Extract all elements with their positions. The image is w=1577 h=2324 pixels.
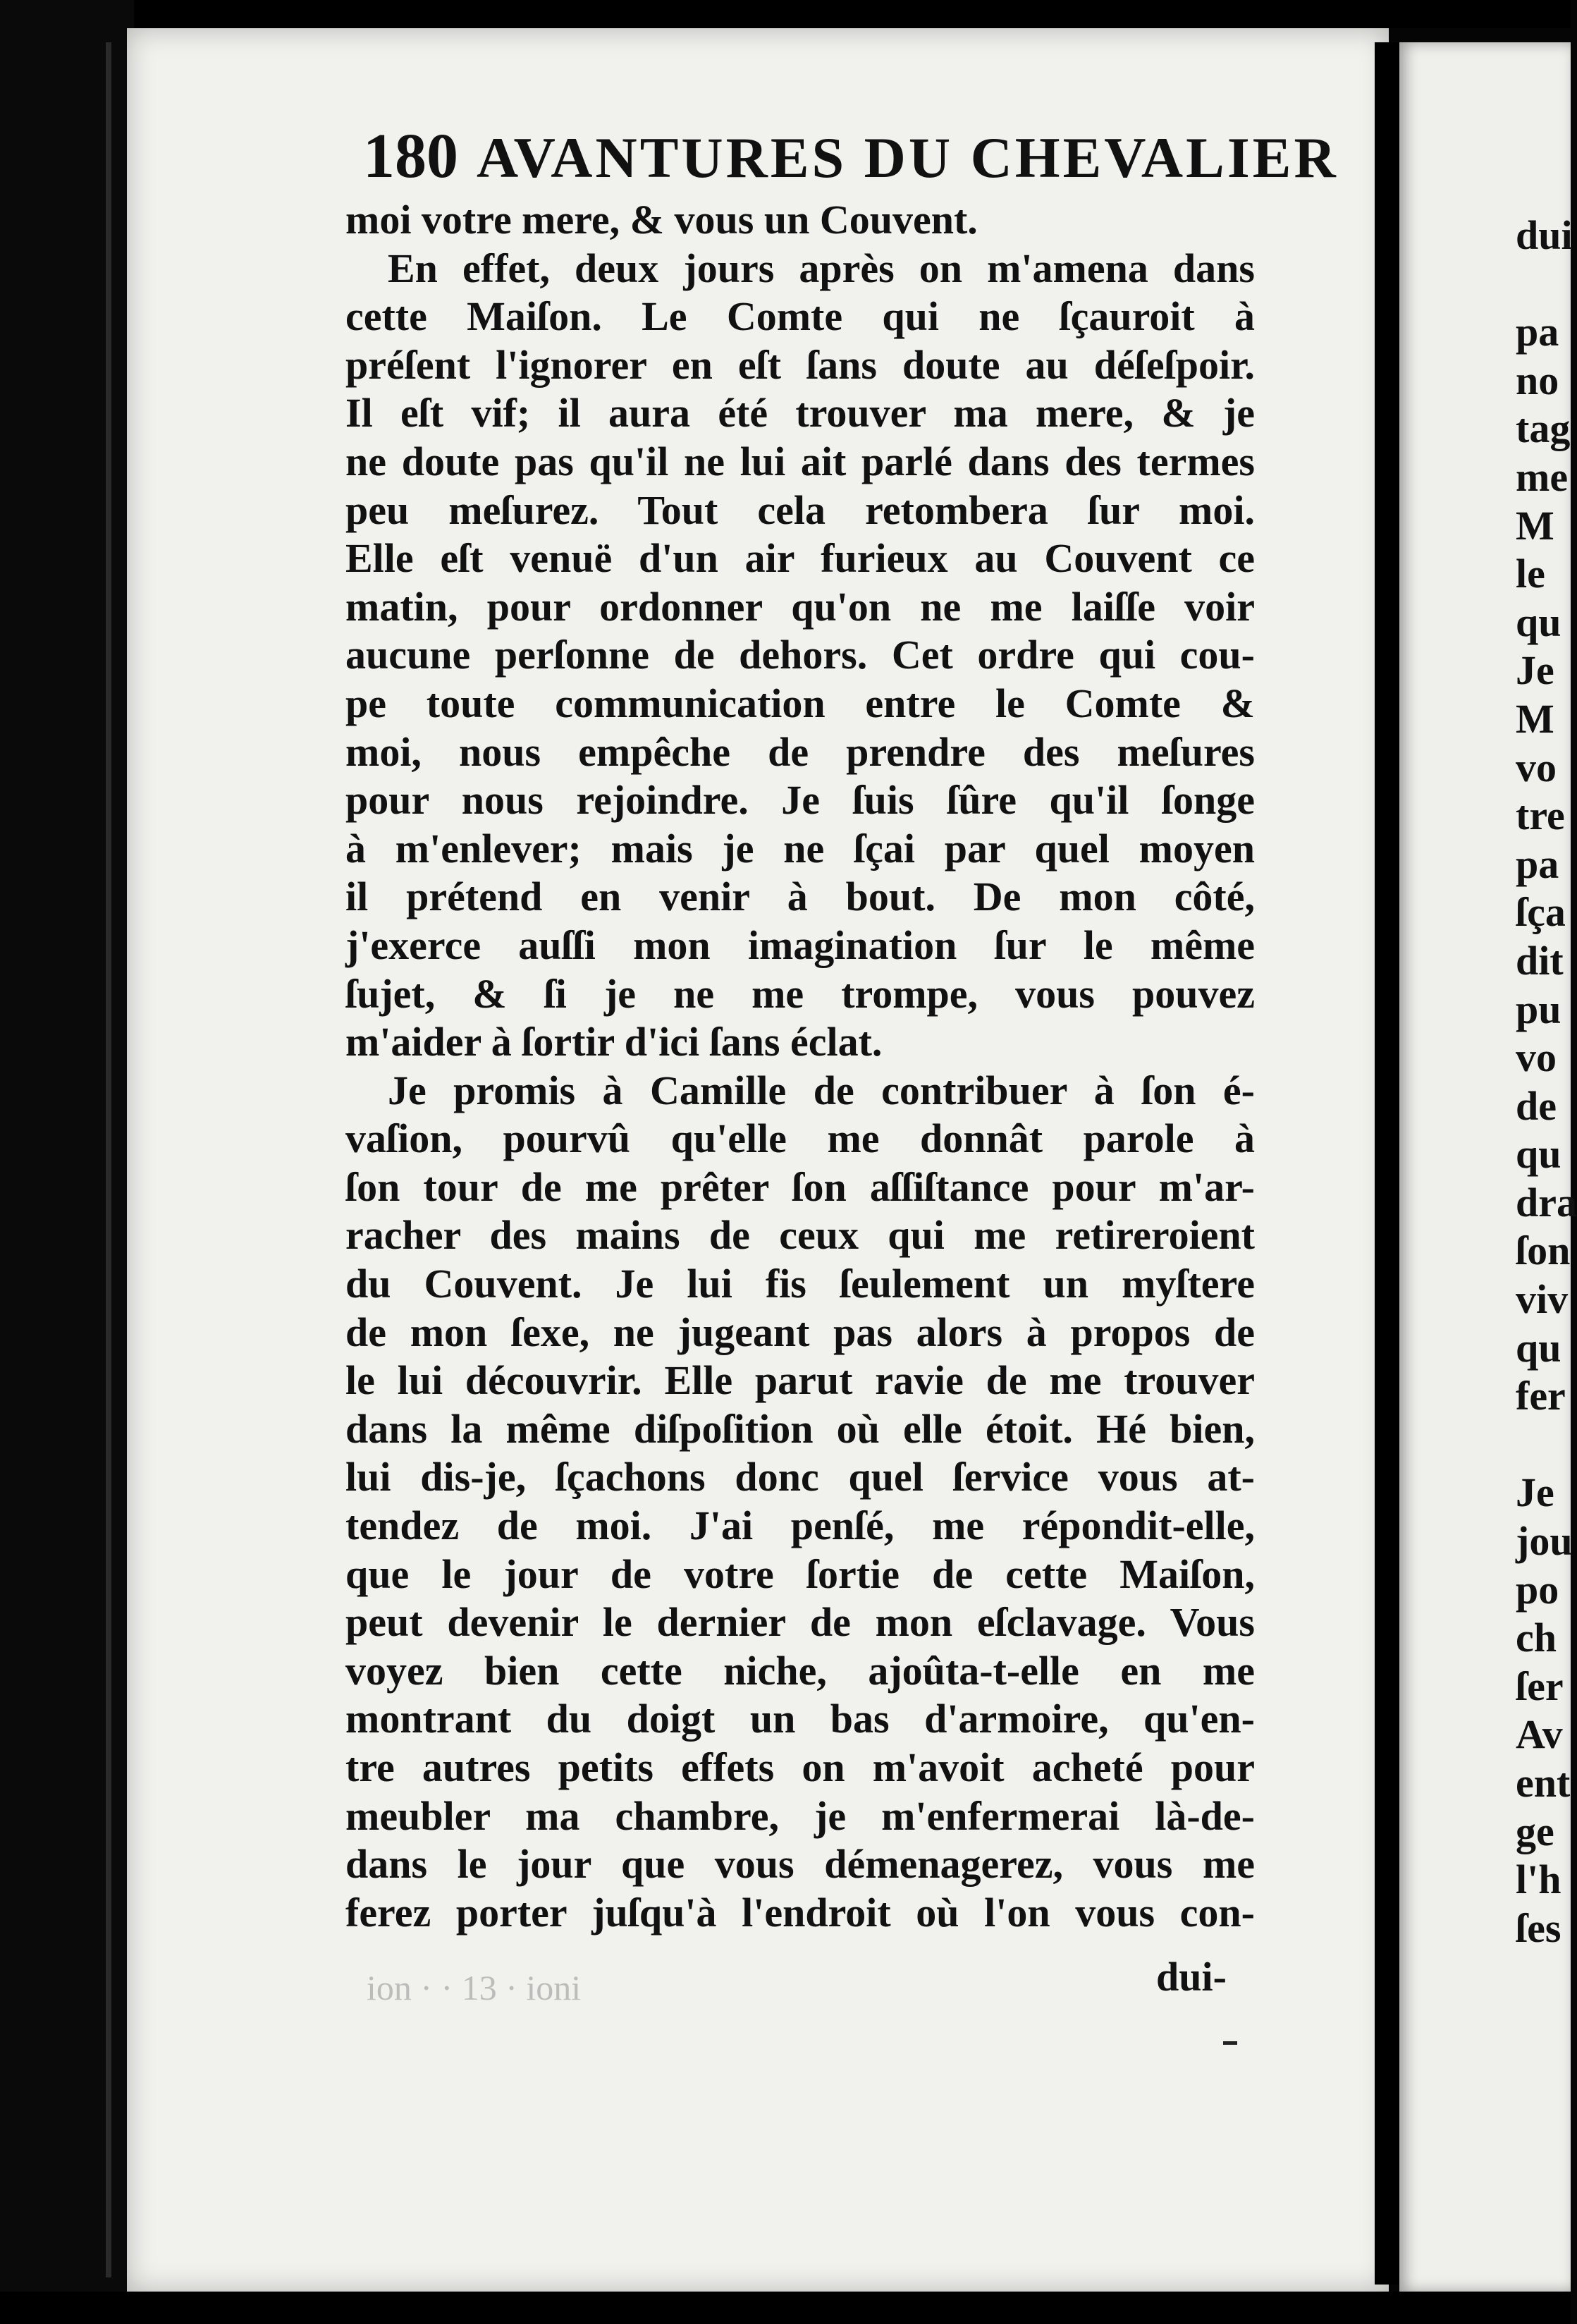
right-page-line [1516,260,1572,309]
text-line: montrant du doigt un bas d'armoire, qu'en- [345,1696,1255,1742]
right-page-line: dui [1516,212,1573,258]
right-page-line: qu [1516,1131,1561,1178]
bleed-through-text: ion · · 13 · ioni [367,1968,582,2007]
right-page-line: ch [1516,1615,1557,1661]
right-page-line: viv [1516,1276,1569,1323]
text-line: préſent l'ignorer en eſt ſans doute au déſeſpoir. [345,341,1255,388]
right-page-line: me [1516,453,1569,500]
text-line: il prétend en venir à bout. De mon côté, [345,874,1255,920]
right-page-line: de [1516,1082,1557,1129]
text-line: peut devenir le dernier de mon eſclavage. Vous [345,1599,1255,1646]
text-line: que le jour de votre ſortie de cette Maiſon, [345,1551,1255,1597]
scan-bottom-border [0,2292,1571,2324]
text-line: le lui découvrir. Elle parut ravie de me trouver [345,1357,1255,1404]
right-page-line: M [1516,695,1554,742]
running-header [363,120,1339,197]
text-line: ſujet, & ſi je ne me trompe, vous pouvez [345,970,1255,1017]
scan-left-margin [0,0,134,2324]
right-page-line: dra [1516,1179,1577,1225]
text-line: tre autres petits effets on m'avoit acheté pour [345,1744,1255,1790]
right-page-line: le [1516,551,1545,597]
text-line: cette Maiſon. Le Comte qui ne ſçauroit à [345,293,1255,340]
right-page-line [1516,1421,1572,1469]
text-line: meubler ma chambre, je m'enfermerai là-de- [345,1792,1255,1839]
text-line: peu meſurez. Tout cela retombera ſur moi. [345,487,1255,533]
page-mark [1223,2041,1237,2045]
text-line: En effet, deux jours après on m'amena dans [388,245,1255,291]
text-line: du Couvent. Je lui fis ſeulement un myſtere [345,1261,1255,1307]
text-line: ne doute pas qu'il ne lui ait parlé dans des termes [345,438,1255,484]
page-number: 180 [363,121,458,191]
text-line: voyez bien cette niche, ajoûta-t-elle en me [345,1647,1255,1694]
right-page-text [1516,212,1577,1952]
right-page-line: ſça [1516,889,1566,936]
text-line: pe toute communication entre le Comte & [345,680,1255,726]
right-page-line: pa [1516,309,1559,355]
text-line: moi, nous empêche de prendre des meſures [345,728,1255,775]
right-page-line: po [1516,1566,1559,1613]
right-page-line: M [1516,502,1554,549]
text-line: dans le jour que vous démenagerez, vous me [345,1841,1255,1888]
text-line: tendez de moi. J'ai penſé, me répondit-elle, [345,1503,1255,1549]
right-page-line: fer [1516,1373,1566,1419]
text-line: vaſion, pourvû qu'elle me donnât parole à [345,1115,1255,1162]
right-page-line: tre [1516,793,1565,839]
text-line: pour nous rejoindre. Je ſuis ſûre qu'il ſonge [345,777,1255,824]
text-line: ſon tour de me prêter ſon aſſiſtance pour m'ar- [345,1163,1255,1210]
text-line: à m'enlever; mais je ne ſçai par quel moyen [345,825,1255,872]
right-page-line: Av [1516,1711,1563,1758]
right-page-line: qu [1516,599,1561,645]
right-page-line: Je [1516,647,1554,694]
body-text [345,196,1255,1937]
running-title: AVANTURES DU CHEVALIER [477,126,1339,190]
right-page-line: ge [1516,1808,1554,1854]
text-line: moi votre mere, & vous un Couvent. [345,197,978,243]
right-page-line: vo [1516,1034,1557,1081]
text-line: racher des mains de ceux qui me retireroient [345,1212,1255,1259]
text-line: Il eſt vif; il aura été trouver ma mere, & je [345,390,1255,436]
page-edge-line [106,42,111,2277]
text-line: matin, pour ordonner qu'on ne me laiſſe voir [345,583,1255,630]
catchword: dui- [1156,1954,1227,2000]
text-line: ferez porter juſqu'à l'endroit où l'on vous con- [345,1889,1255,1935]
right-page-line: qu [1516,1324,1561,1371]
right-page-line: dit [1516,937,1564,984]
text-line: j'exerce auſſi mon imagination ſur le même [345,922,1255,968]
right-page-line: tag [1516,405,1571,452]
right-page-line: Je [1516,1469,1554,1516]
right-page-line: vo [1516,744,1557,790]
text-line: dans la même diſpoſition où elle étoit. Hé bien, [345,1405,1255,1452]
right-page-line: ſes [1516,1904,1561,1951]
text-line: Elle eſt venuë d'un air furieux au Couvent ce [345,535,1255,582]
text-line: lui dis-je, ſçachons donc quel ſervice vous at- [345,1454,1255,1500]
right-page-line: no [1516,357,1559,403]
right-page-line: ſer [1516,1663,1564,1709]
right-page-line: ſon [1516,1228,1571,1274]
right-page-line: pu [1516,986,1561,1032]
text-line: Je promis à Camille de contribuer à ſon é- [388,1067,1255,1113]
right-page-line: ent [1516,1760,1571,1806]
scan-top-border [0,0,1571,28]
text-line: de mon ſexe, ne jugeant pas alors à propos de [345,1309,1255,1355]
right-page-line: pa [1516,840,1559,887]
text-line: m'aider à ſortir d'ici ſans éclat. [345,1019,883,1065]
right-page-line: jou [1516,1518,1573,1565]
right-page-line: l'h [1516,1857,1561,1903]
book-gutter [1375,42,1400,2285]
text-line: aucune perſonne de dehors. Cet ordre qui cou- [345,632,1255,678]
